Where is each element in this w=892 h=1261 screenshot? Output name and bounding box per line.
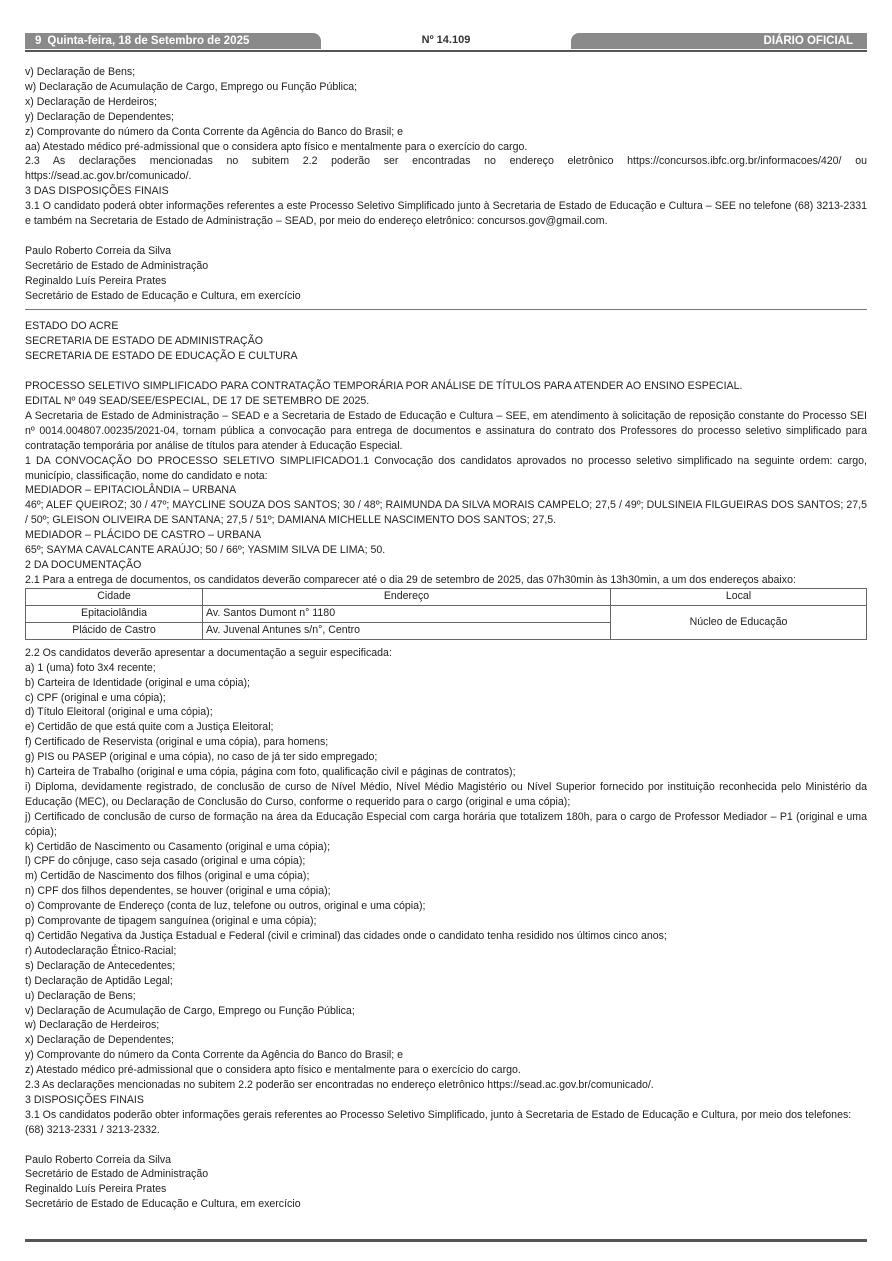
org-line: ESTADO DO ACRE [25, 320, 119, 333]
signatory-name: Reginaldo Luís Pereira Prates [25, 1183, 167, 1196]
list-item: s) Declaração de Antecedentes; [25, 959, 176, 972]
edital-title: PROCESSO SELETIVO SIMPLIFICADO PARA CONTRATAÇÃO TEMPORÁRIA POR ANÁLISE DE TÍTULOS PARA ATENDER AO ENSINO ESPECIAL. [25, 380, 743, 393]
list-item: j) Certificado de conclusão de curso de formação na área da Educação Especial com carga horária que totalizem 180h, para o cargo de Professor Mediador – P1 (original e uma cópia); [25, 810, 867, 838]
signatory-name: Reginaldo Luís Pereira Prates [25, 274, 167, 287]
paragraph: z) Comprovante do número da Conta Corrente da Agência do Banco do Brasil; e [25, 125, 404, 138]
subheading: MEDIADOR – PLÁCIDO DE CASTRO – URBANA [25, 529, 262, 542]
paragraph: 2.2 Os candidatos deverão apresentar a documentação a seguir especificada: [25, 646, 392, 659]
paragraph: 46º; ALEF QUEIROZ; 30 / 47º; MAYCLINE SOUZA DOS SANTOS; 30 / 48º; RAIMUNDA DA SILVA MORAIS CAMPELO; 27,5 / 49º; DULSINEIA FILGUEIRAS DOS SANTOS; 27,5 / 50º; GLEISON OLIVEIRA DE SANTANA; 27,5 / 51º; DAMIANA MICHELLE NASCIMENTO DOS SANTOS; 27,5. [25, 499, 867, 527]
column-header: Cidade [26, 588, 203, 605]
publication-title: DIÁRIO OFICIAL [763, 35, 853, 47]
section-divider [25, 309, 867, 310]
footer-divider [25, 1239, 867, 1242]
page-number: 9 [35, 35, 42, 47]
header-date: Quinta-feira, 18 de Setembro de 2025 [47, 35, 250, 47]
list-item: t) Declaração de Aptidão Legal; [25, 974, 173, 987]
list-item: n) CPF dos filhos dependentes, se houver (original e uma cópia); [25, 885, 331, 898]
signatory-title: Secretário de Estado de Administração [25, 1168, 209, 1181]
paragraph: v) Declaração de Bens; [25, 66, 136, 78]
list-item: g) PIS ou PASEP (original e uma cópia), no caso de já ter sido empregado; [25, 751, 378, 764]
header-divider [25, 50, 867, 52]
list-item: x) Declaração de Dependentes; [25, 1034, 174, 1047]
section-heading: 2 DA DOCUMENTAÇÃO [25, 558, 142, 571]
list-item: a) 1 (uma) foto 3x4 recente; [25, 661, 156, 674]
list-item: z) Atestado médico pré-admissional que o considera apto físico e mentalmente para o exercício do cargo. [25, 1064, 521, 1077]
paragraph: 2.3 As declarações mencionadas no subitem 2.2 poderão ser encontradas no endereço eletrônico https://concursos.ibfc.org.br/informacoes/420/ ou https://sead.ac.gov.br/comunicado/. [25, 155, 867, 183]
list-item: 2.3 As declarações mencionadas no subitem 2.2 poderão ser encontradas no endereço eletrônico https://sead.ac.gov.br/comunicado/. [25, 1079, 654, 1092]
paragraph: x) Declaração de Herdeiros; [25, 95, 157, 108]
signature-block [25, 244, 867, 304]
page-header [25, 33, 867, 49]
list-item: f) Certificado de Reservista (original e uma cópia), para homens; [25, 736, 329, 749]
column-header: Local [611, 588, 867, 605]
paragraph: 2.1 Para a entrega de documentos, os candidatos deverão comparecer até o dia 29 de setembro de 2025, das 07h30min às 13h30min, a um dos endereços abaixo: [25, 573, 796, 586]
paragraph: aa) Atestado médico pré-admissional que o considera apto físico e mentalmente para o exercício do cargo. [25, 140, 528, 153]
list-item: i) Diploma, devidamente registrado, de conclusão de curso de Nível Médio, Nível Médio Magistério ou Nível Superior fornecido por instituição reconhecida pelo Ministério da Educação (MEC), ou Declaração de Conclusão do Curso, conforme o requerido para o cargo (original e uma cópia); [25, 780, 867, 808]
list-item: b) Carteira de Identidade (original e uma cópia); [25, 676, 250, 689]
paragraph: 65º; SAYMA CAVALCANTE ARAÚJO; 50 / 66º; YASMIM SILVA DE LIMA; 50. [25, 544, 386, 557]
paragraph: A Secretaria de Estado de Administração – SEAD e a Secretaria de Estado de Educação e Cultura – SEE, em atendimento à solicitação de reposição constante do Processo SEI nº 0014.004807.00235/2021-04, tornam pública a convocação para entrega de documentos e assinatura do contrato dos Professores do processo seletivo simplificado para contratação temporária por análise de títulos para atender à Educação Especial. [25, 409, 867, 452]
section-continuation [25, 65, 867, 229]
documentation-list [25, 646, 867, 1138]
header-right-band [571, 33, 867, 49]
list-item: w) Declaração de Herdeiros; [25, 1019, 160, 1032]
org-line: SECRETARIA DE ESTADO DE EDUCAÇÃO E CULTURA [25, 350, 298, 363]
column-header: Endereço [203, 588, 611, 605]
org-line: SECRETARIA DE ESTADO DE ADMINISTRAÇÃO [25, 335, 264, 348]
list-item: q) Certidão Negativa da Justiça Estadual e Federal (civil e criminal) das cidades onde o candidato tenha residido nos últimos cinco anos; [25, 930, 667, 942]
address-cell: Av. Santos Dumont n° 1180 [203, 605, 611, 622]
list-item: o) Comprovante de Endereço (conta de luz, telefone ou outros, original e uma cópia); [25, 900, 426, 913]
address-table [25, 588, 867, 640]
list-item: e) Certidão de que está quite com a Justiça Eleitoral; [25, 721, 274, 734]
local-cell: Núcleo de Educação [611, 605, 867, 639]
edital-section [25, 379, 867, 588]
signatory-title: Secretário de Estado de Administração [25, 259, 209, 272]
subheading: MEDIADOR – EPITACIOLÂNDIA – URBANA [25, 484, 237, 497]
list-item: d) Título Eleitoral (original e uma cópia); [25, 706, 213, 719]
signatory-name: Paulo Roberto Correia da Silva [25, 244, 172, 257]
signature-block [25, 1153, 867, 1213]
issuing-organization [25, 319, 867, 364]
list-item: r) Autodeclaração Étnico-Racial; [25, 944, 177, 957]
table-row [26, 605, 867, 622]
header-left-band [25, 33, 321, 49]
list-item: m) Certidão de Nascimento dos filhos (original e uma cópia); [25, 870, 310, 883]
address-cell: Av. Juvenal Antunes s/n°, Centro [203, 622, 611, 639]
paragraph: 3.1 O candidato poderá obter informações referentes a este Processo Seletivo Simplificado junto à Secretaria de Estado de Educação e Cultura – SEE no telefone (68) 3213-2331 e também na Secretaria de Estado de Administração – SEAD, por meio do endereço eletrônico: concursos.gov@gmail.com. [25, 200, 867, 228]
edital-number: EDITAL Nº 049 SEAD/SEE/ESPECIAL, DE 17 DE SETEMBRO DE 2025. [25, 395, 370, 407]
signatory-title: Secretário de Estado de Educação e Cultura, em exercício [25, 289, 301, 302]
list-item: h) Carteira de Trabalho (original e uma cópia, página com foto, qualificação civil e páginas de contratos); [25, 766, 516, 779]
list-item: k) Certidão de Nascimento ou Casamento (original e uma cópia); [25, 840, 331, 853]
signatory-title: Secretário de Estado de Educação e Cultura, em exercício [25, 1198, 301, 1211]
list-item: p) Comprovante de tipagem sanguínea (original e uma cópia); [25, 915, 317, 928]
document-body [25, 65, 867, 1212]
list-item: l) CPF do cônjuge, caso seja casado (original e uma cópia); [25, 855, 306, 868]
edition-number: Nº 14.109 [421, 34, 471, 46]
paragraph: 1 DA CONVOCAÇÃO DO PROCESSO SELETIVO SIMPLIFICADO1.1 Convocação dos candidatos aprovados no processo seletivo simplificado na seguinte ordem: cargo, município, classificação, nome do candidato e nota: [25, 454, 867, 482]
section-heading: 3.1 Os candidatos poderão obter informações gerais referentes ao Processo Seletivo Simplificado, junto à Secretaria de Estado de Educação e Cultura, por meio dos telefones: (68) 3213-2331 / 3213-2332. [25, 1108, 852, 1136]
city-cell: Plácido de Castro [26, 622, 203, 639]
city-cell: Epitaciolândia [26, 605, 203, 622]
paragraph: 3 DISPOSIÇÕES FINAIS [25, 1093, 144, 1106]
table-header-row [26, 588, 867, 605]
signatory-name: Paulo Roberto Correia da Silva [25, 1153, 172, 1166]
section-heading: 3 DAS DISPOSIÇÕES FINAIS [25, 185, 169, 198]
paragraph: w) Declaração de Acumulação de Cargo, Emprego ou Função Pública; [25, 80, 358, 93]
list-item: u) Declaração de Bens; [25, 989, 136, 1002]
list-item: v) Declaração de Acumulação de Cargo, Emprego ou Função Pública; [25, 1004, 355, 1017]
list-item: y) Comprovante do número da Conta Corrente da Agência do Banco do Brasil; e [25, 1049, 404, 1062]
paragraph: y) Declaração de Dependentes; [25, 110, 174, 123]
list-item: c) CPF (original e uma cópia); [25, 691, 166, 704]
